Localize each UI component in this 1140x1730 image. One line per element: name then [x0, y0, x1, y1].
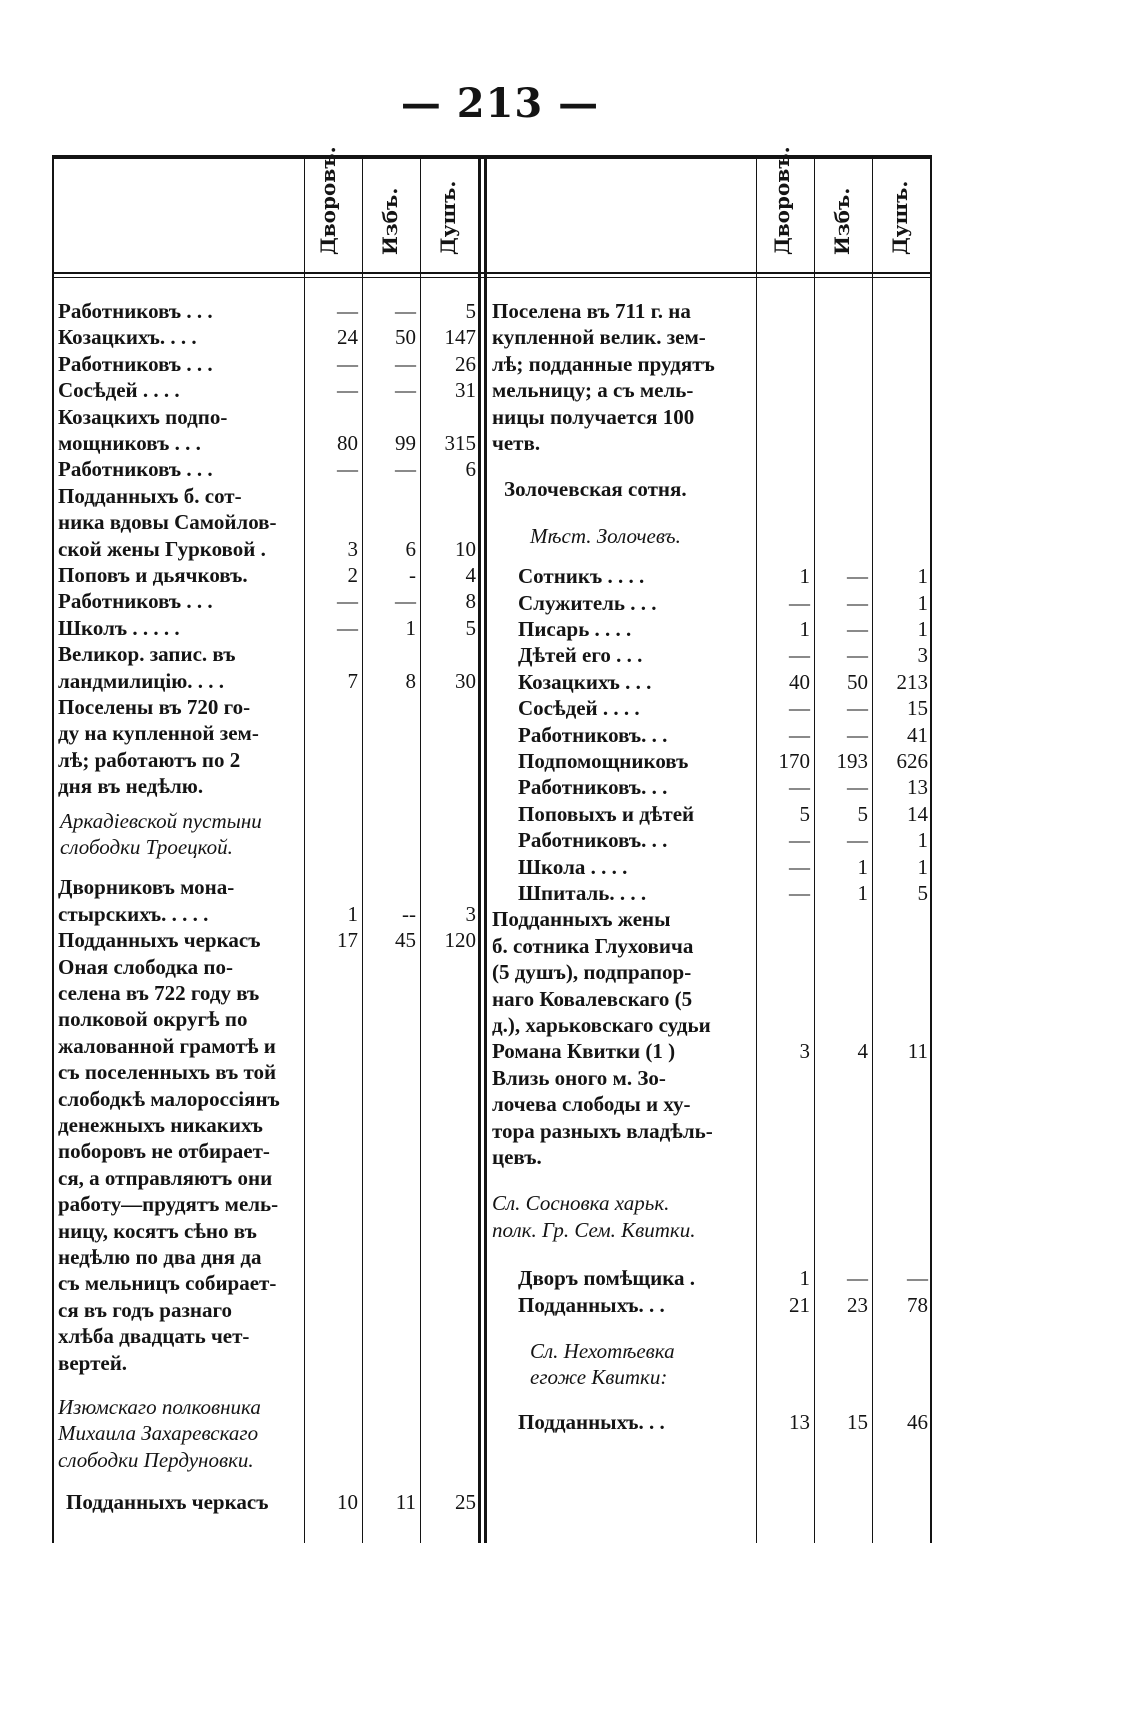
- left-row2-2-label: Подданныхъ черкасъ: [58, 928, 261, 953]
- left-last-row-izb: 11: [395, 1490, 416, 1515]
- right-row-6-izb: —: [847, 722, 868, 747]
- header-right-dush: Душъ.: [888, 180, 912, 255]
- left-row-9-dvorov: 3: [347, 536, 358, 561]
- header-rule-secondary: [52, 277, 932, 278]
- right-row-2-label: Писарь . . . .: [518, 617, 632, 641]
- right-sosnovka-row-1-dvorov: 21: [789, 1292, 810, 1317]
- left-row-5-izb: 99: [395, 431, 416, 455]
- right-row-0-dvorov: 1: [799, 564, 810, 589]
- right-sosnovka-row-0-izb: —: [847, 1266, 868, 1291]
- left-row-3-dush: 31: [455, 378, 476, 403]
- right-sosnovka-row-0-dvorov: 1: [799, 1266, 810, 1291]
- left-row-6-izb: —: [395, 457, 416, 482]
- col-line-right-label: [756, 158, 757, 1543]
- left-row-6-label: Работниковъ . . .: [58, 457, 213, 482]
- left-row-3-dvorov: —: [337, 378, 358, 403]
- left-row-2-dush: 26: [455, 351, 476, 376]
- col-line-center: [478, 158, 481, 1543]
- left-row-2-dvorov: —: [337, 351, 358, 376]
- right-intro-line-4: ницы получается 100: [492, 404, 695, 429]
- left-row-2-label: Работниковъ . . .: [58, 351, 213, 376]
- right-row-1-izb: —: [847, 590, 868, 615]
- right-row-1-dvorov: —: [789, 590, 810, 615]
- right-row-12-izb: 1: [857, 881, 868, 905]
- left-row-0-label: Работниковъ . . .: [58, 299, 213, 323]
- page-number: — 213 —: [400, 80, 600, 127]
- right-row-10-dush: 1: [917, 828, 928, 853]
- right-row-9-label: Поповыхъ и дѣтей: [518, 801, 695, 826]
- left-row-9-label: ской жены Гурковой .: [58, 536, 266, 561]
- col-line-right-iz: [872, 158, 873, 1543]
- right-subjects-line-2: (5 душъ), подпрапор-: [492, 960, 692, 985]
- left-row2-1-dush: 3: [465, 901, 476, 926]
- left-row-11-label: Работниковъ . . .: [58, 589, 213, 614]
- right-intro-line-0: Поселена въ 711 г. на: [492, 299, 691, 323]
- left-row-12-dvorov: —: [337, 615, 358, 640]
- left-row-12-label: Школъ . . . . .: [58, 615, 180, 640]
- left-row-6-dush: 6: [465, 457, 476, 482]
- left-row-10-dush: 4: [465, 563, 476, 587]
- right-row-3-dvorov: —: [789, 643, 810, 668]
- left-note-line-6: денежныхъ никакихъ: [58, 1113, 263, 1137]
- right-row-7-izb: 193: [836, 749, 868, 773]
- left-row-13-label: Великор. запис. въ: [58, 642, 236, 667]
- right-sotnia-title: Золочевская сотня.: [504, 477, 687, 502]
- left-row-18-label: дня въ недѣлю.: [58, 774, 204, 799]
- right-sosnovka-row-0-label: Дворъ помѣщика .: [518, 1266, 696, 1291]
- left-note-line-9: работу—прудятъ мель-: [58, 1192, 279, 1217]
- left-note-line-8: ся, а отправляютъ они: [58, 1165, 273, 1190]
- left-note-line-1: селена въ 722 году въ: [58, 981, 260, 1005]
- left-section2-title-2: слободки Пердуновки.: [58, 1447, 254, 1472]
- left-row2-2-izb: 45: [395, 928, 416, 953]
- left-row2-0-label: Дворниковъ мона-: [58, 875, 235, 900]
- left-row-10-dvorov: 2: [347, 563, 358, 587]
- right-row-7-label: Подпомощниковъ: [518, 749, 689, 773]
- left-note-line-15: вертей.: [58, 1350, 128, 1375]
- right-row-3-izb: —: [847, 643, 868, 668]
- right-row-9-dush: 14: [907, 801, 928, 826]
- right-intro-line-1: купленной велик. зем-: [492, 325, 706, 350]
- right-row-0-label: Сотникъ . . . .: [518, 564, 645, 589]
- left-row-3-label: Сосѣдей . . . .: [58, 378, 180, 403]
- left-note-line-3: жалованной грамотѣ и: [58, 1033, 276, 1058]
- right-row-6-dush: 41: [907, 722, 928, 747]
- left-row-17-label: лѣ; работаютъ по 2: [58, 747, 241, 772]
- right-row-1-label: Служитель . . .: [518, 590, 657, 615]
- left-row-0-dush: 5: [465, 299, 476, 323]
- left-section2-title-0: Изюмскаго полковника: [58, 1395, 261, 1419]
- right-row-5-label: Сосѣдей . . . .: [518, 696, 640, 721]
- right-row-3-label: Дѣтей его . . .: [518, 643, 643, 668]
- right-row-3-dush: 3: [917, 643, 928, 668]
- left-note-line-4: съ поселенныхъ въ той: [58, 1060, 277, 1085]
- left-note-line-13: ся въ годъ разнаго: [58, 1297, 232, 1322]
- left-row-11-izb: —: [395, 589, 416, 614]
- left-note-line-7: поборовъ не отбирает-: [58, 1139, 270, 1164]
- right-subjects-line-5: Романа Квитки (1 ): [492, 1039, 676, 1064]
- right-subjects-line-1: б. сотника Глуховича: [492, 933, 694, 958]
- right-row-6-dvorov: —: [789, 722, 810, 747]
- right-row-5-izb: —: [847, 696, 868, 721]
- right-sosnovka-title-1: полк. Гр. Сем. Квитки.: [492, 1217, 696, 1242]
- left-note-line-14: хлѣба двадцать чет-: [58, 1324, 250, 1349]
- right-row-11-dvorov: —: [789, 854, 810, 879]
- left-row-9-dush: 10: [455, 536, 476, 561]
- right-row-12-label: Шпиталь. . . .: [518, 881, 647, 905]
- left-row-1-dvorov: 24: [337, 325, 358, 350]
- right-row-2-dush: 1: [917, 617, 928, 641]
- right-row-7-dush: 626: [896, 749, 928, 773]
- right-row-2-izb: —: [847, 617, 868, 641]
- left-note-line-0: Оная слободка по-: [58, 954, 234, 979]
- right-row-1-dush: 1: [917, 590, 928, 615]
- left-row-5-dvorov: 80: [337, 431, 358, 455]
- left-row2-1-dvorov: 1: [347, 901, 358, 926]
- col-line-right-dv: [814, 158, 815, 1543]
- right-near-note-line-3: цевъ.: [492, 1145, 542, 1169]
- left-row-6-dvorov: —: [337, 457, 358, 482]
- right-row-8-izb: —: [847, 775, 868, 800]
- header-left-dush: Душъ.: [436, 180, 460, 255]
- left-last-row-dvorov: 10: [337, 1490, 358, 1515]
- left-row-3-izb: —: [395, 378, 416, 403]
- right-near-note-line-2: тора разныхъ владѣль-: [492, 1118, 713, 1143]
- left-row-1-label: Козацкихъ. . . .: [58, 325, 197, 350]
- left-row-1-izb: 50: [395, 325, 416, 350]
- right-row-12-dvorov: —: [789, 881, 810, 905]
- right-last-row-dush: 46: [907, 1409, 928, 1434]
- left-row-5-dush: 315: [444, 431, 476, 455]
- left-row-11-dush: 8: [465, 589, 476, 614]
- left-row2-2-dvorov: 17: [337, 928, 358, 953]
- right-intro-line-2: лѣ; подданные прудятъ: [492, 351, 715, 376]
- right-sosnovka-title-0: Сл. Сосновка харьк.: [492, 1191, 670, 1216]
- left-row-12-izb: 1: [405, 615, 416, 640]
- right-last-row-dvorov: 13: [789, 1409, 810, 1434]
- left-note-line-10: ницу, косятъ сѣно въ: [58, 1218, 257, 1243]
- left-row-0-dvorov: —: [337, 299, 358, 323]
- right-last-row-izb: 15: [847, 1409, 868, 1434]
- right-row-0-dush: 1: [917, 564, 928, 589]
- left-row-7-label: Подданныхъ б. сот-: [58, 483, 242, 508]
- right-near-note-line-0: Влизь оного м. Зо-: [492, 1065, 666, 1090]
- left-row-14-izb: 8: [405, 668, 416, 693]
- right-nekhoteevka-title-1: егоже Квитки:: [530, 1365, 668, 1390]
- header-left-izb: Избъ.: [378, 187, 402, 255]
- left-row-15-label: Поселены въ 720 го-: [58, 695, 251, 719]
- right-last-row-label: Подданныхъ. . .: [518, 1409, 665, 1434]
- right-row-4-dush: 213: [896, 669, 928, 694]
- left-row-5-label: мощниковъ . . .: [58, 431, 201, 455]
- right-subjects-line-0: Подданныхъ жены: [492, 907, 671, 932]
- col-line-center-b: [484, 158, 487, 1543]
- right-row-8-dush: 13: [907, 775, 928, 800]
- right-sosnovka-row-0-dush: —: [907, 1266, 928, 1291]
- right-subjects-line-3: наго Ковалевскаго (5: [492, 986, 693, 1011]
- header-rule: [52, 272, 932, 274]
- left-row-4-label: Козацкихъ подпо-: [58, 404, 228, 429]
- left-row-1-dush: 147: [444, 325, 476, 350]
- left-row-12-dush: 5: [465, 615, 476, 640]
- left-row2-1-label: стырскихъ. . . . .: [58, 901, 209, 926]
- right-sosnovka-row-1-izb: 23: [847, 1292, 868, 1317]
- left-section2-title-1: Михаила Захаревскаго: [58, 1421, 259, 1446]
- right-row-4-izb: 50: [847, 669, 868, 694]
- left-section1-title-1: слободки Троецкой.: [60, 835, 233, 859]
- left-row-14-dvorov: 7: [347, 668, 358, 693]
- right-row-10-label: Работниковъ. . .: [518, 828, 668, 853]
- left-row-11-dvorov: —: [337, 589, 358, 614]
- right-subjects-line-4: д.), харьковскаго судьи: [492, 1013, 711, 1037]
- right-row-7-dvorov: 170: [778, 749, 810, 773]
- left-note-line-2: полковой округѣ по: [58, 1007, 248, 1032]
- right-row-10-dvorov: —: [789, 828, 810, 853]
- right-row-2-dvorov: 1: [799, 617, 810, 641]
- right-subjects-dvorov: 3: [799, 1039, 810, 1064]
- left-section1-title-0: Аркадіевской пустыни: [60, 808, 262, 833]
- right-row-0-izb: —: [847, 564, 868, 589]
- left-row2-2-dush: 120: [444, 928, 476, 953]
- left-note-line-11: недѣлю по два дня да: [58, 1245, 262, 1269]
- left-last-row-dush: 25: [455, 1490, 476, 1515]
- right-row-5-dush: 15: [907, 696, 928, 721]
- left-row-14-label: ландмилицію. . . .: [58, 668, 225, 693]
- right-near-note-line-1: лочева слободы и ху-: [492, 1092, 691, 1117]
- left-row-2-izb: —: [395, 351, 416, 376]
- right-nekhoteevka-title-0: Сл. Нехотѣевка: [530, 1339, 675, 1363]
- left-note-line-5: слободкѣ малороссіянъ: [58, 1086, 280, 1111]
- left-row-9-izb: 6: [405, 536, 416, 561]
- left-note-line-12: съ мельницъ собирает-: [58, 1271, 277, 1296]
- right-intro-line-5: четв.: [492, 431, 541, 455]
- left-row-16-label: ду на купленной зем-: [58, 721, 259, 746]
- left-row-10-izb: -: [409, 563, 416, 587]
- left-row-8-label: ника вдовы Самойлов-: [58, 510, 277, 535]
- right-town-title: Мѣст. Золочевъ.: [530, 523, 681, 548]
- left-row-10-label: Поповъ и дьячковъ.: [58, 563, 248, 587]
- right-subjects-dush: 11: [907, 1039, 928, 1064]
- right-sosnovka-row-1-label: Подданныхъ. . .: [518, 1292, 665, 1317]
- left-row-14-dush: 30: [455, 668, 476, 693]
- right-row-12-dush: 5: [917, 881, 928, 905]
- right-sosnovka-row-1-dush: 78: [907, 1292, 928, 1317]
- right-row-8-label: Работниковъ. . .: [518, 775, 668, 800]
- right-row-4-dvorov: 40: [789, 669, 810, 694]
- right-row-5-dvorov: —: [789, 696, 810, 721]
- header-left-dvorov: Дворовъ.: [316, 146, 340, 255]
- left-last-row-label: Подданныхъ черкасъ: [66, 1490, 269, 1515]
- right-row-9-izb: 5: [857, 801, 868, 826]
- right-row-11-label: Школа . . . .: [518, 854, 628, 879]
- right-intro-line-3: мельницу; а съ мель-: [492, 378, 694, 403]
- left-row2-1-izb: --: [402, 901, 416, 926]
- right-row-11-dush: 1: [917, 854, 928, 879]
- right-row-11-izb: 1: [857, 854, 868, 879]
- right-row-4-label: Козацкихъ . . .: [518, 669, 652, 694]
- right-subjects-izb: 4: [857, 1039, 868, 1064]
- right-row-9-dvorov: 5: [799, 801, 810, 826]
- right-row-6-label: Работниковъ. . .: [518, 722, 668, 747]
- header-right-izb: Избъ.: [830, 187, 854, 255]
- left-row-0-izb: —: [395, 299, 416, 323]
- header-right-dvorov: Дворовъ.: [770, 146, 794, 255]
- right-row-8-dvorov: —: [789, 775, 810, 800]
- right-row-10-izb: —: [847, 828, 868, 853]
